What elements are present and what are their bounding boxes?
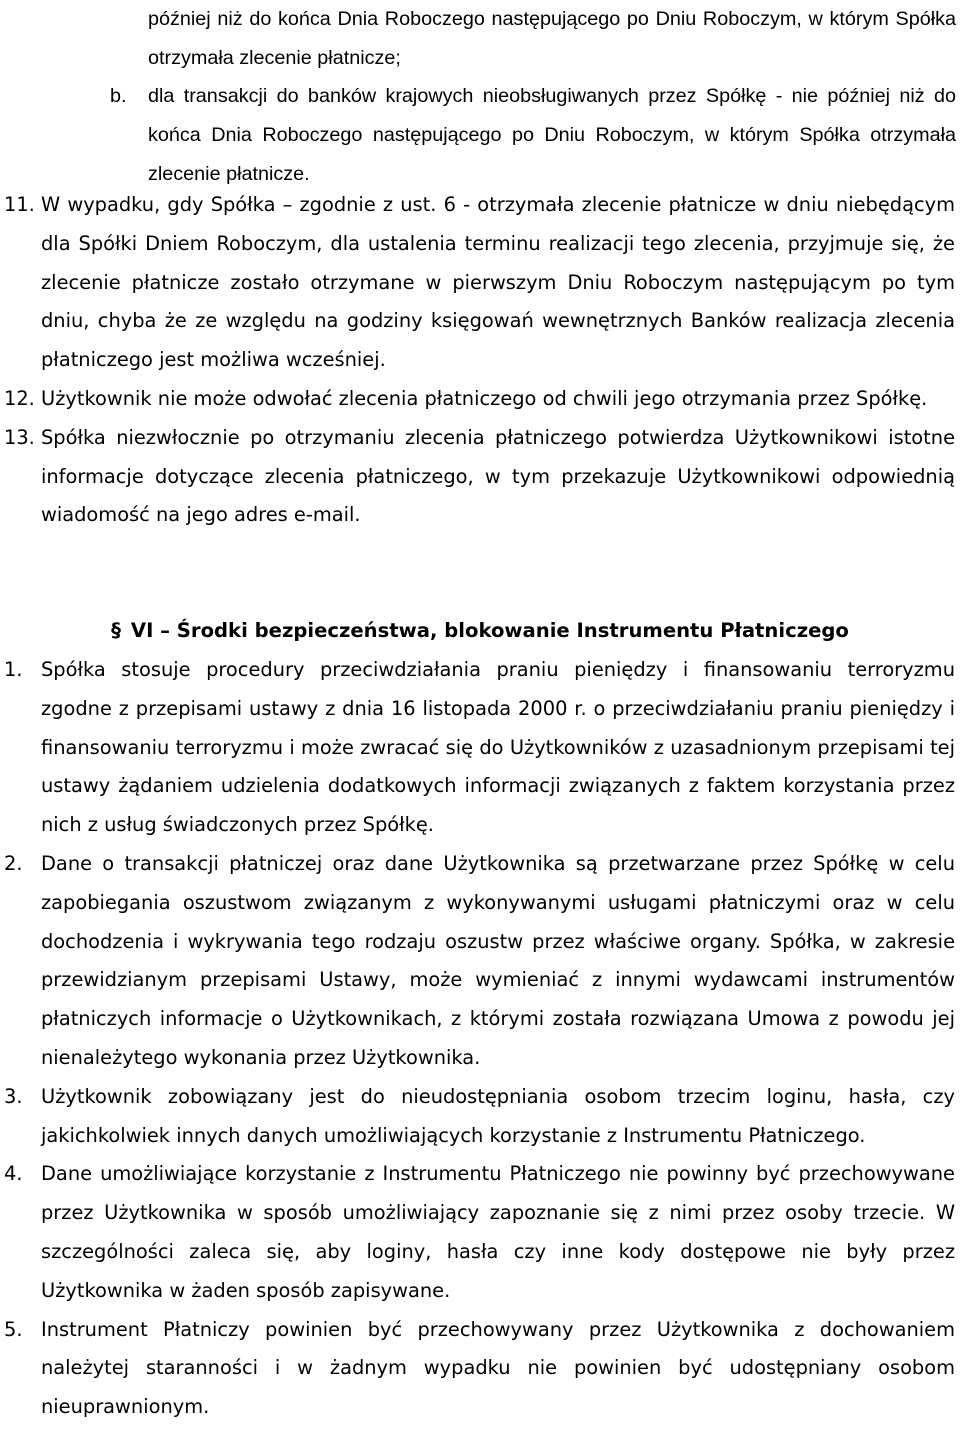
- section-title: VI – Środki bezpieczeństwa, blokowanie Instrumentu Płatniczego: [130, 619, 849, 642]
- paragraph-text: Użytkownik nie może odwołać zlecenia płatniczego od chwili jego otrzymania przez Spółkę.: [41, 386, 928, 410]
- list-marker: b.: [110, 85, 127, 108]
- list-number: 11.: [4, 193, 35, 216]
- top-list: [0, 0, 960, 194]
- section-item-1: [0, 651, 960, 845]
- section-item-2: [0, 845, 960, 1078]
- paragraph-text: dla transakcji do banków krajowych nieobsługiwanych przez Spółkę - nie później niż do końca Dnia Roboczego następującego po Dniu Roboczym, w którym Spółka otrzymała zlecenie płatnicze.: [148, 85, 956, 185]
- paragraph-text: Spółka niezwłocznie po otrzymaniu zlecenia płatniczego potwierdza Użytkownikowi istotne informacje dotyczące zlecenia płatniczego, w tym przekazuje Użytkownikowi odpowiednią wiadomość na jego adres e-mail.: [41, 425, 955, 527]
- list-number: 12.: [4, 386, 35, 410]
- paragraph-text: Dane o transakcji płatniczej oraz dane Użytkownika są przetwarzane przez Spółkę w celu zapobiegania oszustwom związanym z wykonywanymi usługami płatniczymi oraz w celu dochodzenia i wykrywania tego rodzaju oszustw przez właściwe organy. Spółka, w zakresie przewidzianym przepisami Ustawy, może wymieniać z innymi wydawcami instrumentów płatniczych informacje o Użytkownikach, z którymi została rozwiązana Umowa z powodu jej nienależytego wykonania przez Użytkownika.: [41, 851, 955, 1069]
- list-item-11: [0, 186, 960, 380]
- list-item-b: [0, 77, 960, 193]
- list-number: 2.: [4, 851, 23, 875]
- section-sign: §: [111, 619, 121, 642]
- section-item-5: [0, 1311, 960, 1427]
- list-item-12: [0, 380, 960, 419]
- list-number: 1.: [4, 658, 23, 681]
- section-item-3: [0, 1078, 960, 1156]
- list-number: 13.: [4, 425, 35, 449]
- paragraph-text: Spółka stosuje procedury przeciwdziałania praniu pieniędzy i finansowaniu terroryzmu zgodne z przepisami ustawy z dnia 16 listopada 2000 r. o przeciwdziałaniu praniu pieniędzy i finansowaniu terroryzmu i może zwracać się do Użytkowników z uzasadnionym przepisami tej ustawy żądaniem udzielenia dodatkowych informacji związanych z faktem korzystania przez nich z usług świadczonych przez Spółkę.: [41, 658, 955, 837]
- list-item-13: [0, 419, 960, 535]
- list-number: 3.: [4, 1084, 23, 1108]
- section-item-4: [0, 1155, 960, 1310]
- paragraph-text: Instrument Płatniczy powinien być przechowywany przez Użytkownika z dochowaniem należytej staranności i w żadnym wypadku nie powinien być udostępniany osobom nieuprawnionym.: [41, 1317, 955, 1419]
- list-number: 5.: [4, 1317, 23, 1341]
- section-list: [0, 651, 960, 1427]
- numbered-list: [0, 186, 960, 535]
- section-heading: [0, 612, 960, 650]
- paragraph-text: później niż do końca Dnia Roboczego następującego po Dniu Roboczym, w którym Spółka otrzymała zlecenie płatnicze;: [148, 8, 956, 69]
- paragraph-text: Dane umożliwiające korzystanie z Instrumentu Płatniczego nie powinny być przechowywane przez Użytkownika w sposób umożliwiający zapoznanie się z nimi przez osoby trzecie. W szczególności zaleca się, aby loginy, hasła czy inne kody dostępowe nie były przez Użytkownika w żaden sposób zapisywane.: [41, 1162, 955, 1302]
- list-number: 4.: [4, 1162, 23, 1186]
- paragraph-text: W wypadku, gdy Spółka – zgodnie z ust. 6 - otrzymała zlecenie płatnicze w dniu niebędącym dla Spółki Dniem Roboczym, dla ustalenia terminu realizacji tego zlecenia, przyjmuje się, że zlecenie płatnicze zostało otrzymane w pierwszym Dniu Roboczym następującym po tym dniu, chyba że ze względu na godziny księgowań wewnętrznych Banków realizacja zlecenia płatniczego jest możliwa wcześniej.: [41, 193, 955, 372]
- paragraph-text: Użytkownik zobowiązany jest do nieudostępniania osobom trzecim loginu, hasła, czy jakichkolwiek innych danych umożliwiających korzystanie z Instrumentu Płatniczego.: [41, 1084, 955, 1147]
- list-item-continuation: [0, 0, 960, 77]
